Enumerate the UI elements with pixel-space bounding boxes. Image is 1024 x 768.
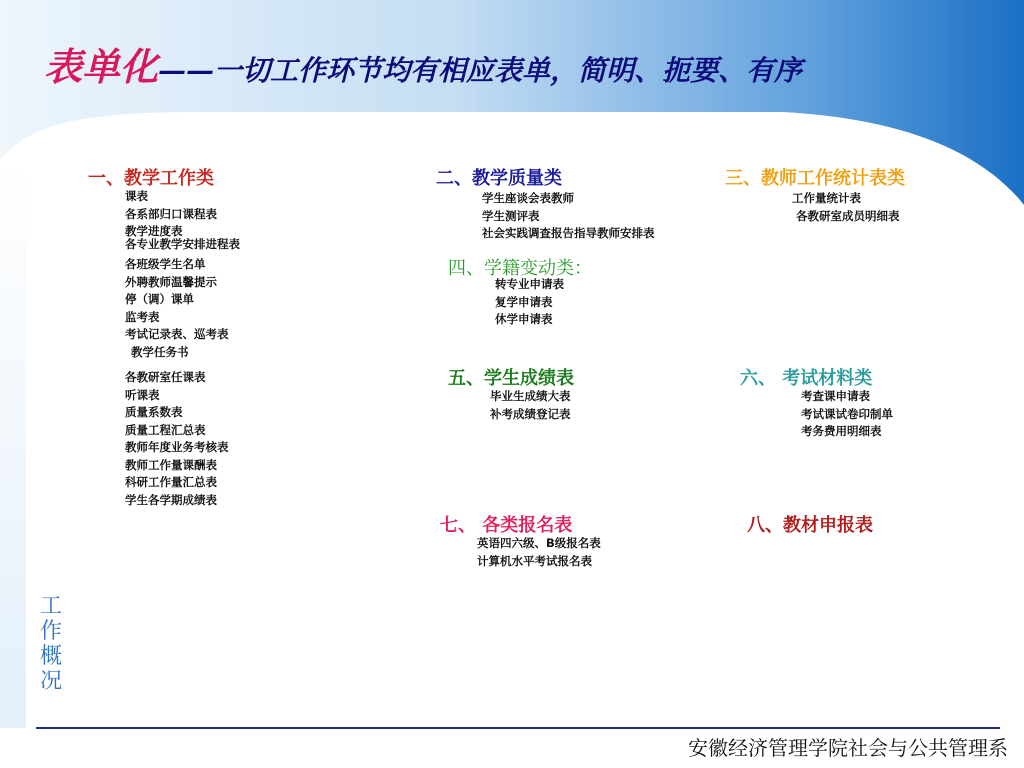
list-item: 复学申请表 — [495, 294, 553, 309]
list-item: 休学申请表 — [495, 312, 553, 326]
section-7-list — [477, 535, 601, 570]
list-item: 工作量统计表 — [792, 191, 861, 205]
footer-institution: 安徽经济管理学院社会与公共管理系 — [688, 736, 1008, 760]
section-1-title: 一、教学工作类 — [88, 168, 214, 189]
title-main: 表单化 — [44, 44, 159, 89]
list-item: 外聘教师温馨提示 — [125, 274, 217, 289]
list-item: 社会实践调查报告指导教师安排表 — [482, 226, 655, 240]
list-item: 教学任务书 — [131, 344, 189, 359]
list-item: 学生座谈会表教师 — [482, 191, 574, 205]
section-8-title: 八、教材申报表 — [747, 515, 873, 536]
list-item: 质量工程汇总表 — [125, 422, 206, 437]
list-item: 教师工作量课酬表 — [125, 457, 217, 472]
title-subtitle: 一切工作环节均有相应表单，简明、扼要、有序 — [214, 54, 803, 87]
list-item: 各系部归口课程表 — [125, 206, 217, 221]
left-margin-band — [0, 160, 26, 728]
side-label-char: 概 — [39, 644, 62, 669]
side-label-char: 工 — [39, 594, 62, 619]
list-item: 科研工作量汇总表 — [125, 475, 217, 489]
list-item: 考试课试卷印制单 — [801, 406, 893, 421]
list-item: 听课表 — [125, 387, 160, 402]
side-label-char: 作 — [39, 619, 62, 644]
list-item: 转专业申请表 — [495, 277, 564, 291]
list-item: 计算机水平考试报名表 — [477, 553, 592, 568]
list-item: 毕业生成绩大表 — [490, 389, 571, 403]
list-item: 英语四六级、B级报名表 — [477, 536, 601, 550]
list-item: 质量系数表 — [125, 405, 183, 419]
section-6-list — [801, 388, 893, 441]
slide-title — [44, 36, 802, 91]
section-2-title: 二、教学质量类 — [436, 168, 562, 189]
list-item: 学生测评表 — [482, 208, 540, 223]
list-item: 各班级学生名单 — [125, 257, 206, 271]
section-3-list — [792, 190, 900, 225]
section-7-title: 七、 各类报名表 — [440, 515, 573, 536]
section-5-title: 五、学生成绩表 — [448, 368, 574, 389]
footer-divider — [36, 727, 1000, 729]
side-label-char: 况 — [39, 669, 62, 694]
list-item: 各教研室任课表 — [125, 370, 206, 384]
section-1-list — [125, 188, 240, 509]
section-4-list — [495, 276, 564, 329]
list-item: 考务费用明细表 — [801, 424, 882, 438]
list-item: 学生各学期成绩表 — [125, 492, 217, 507]
list-item: 课表 — [125, 189, 148, 203]
section-4-title: 四、学籍变动类： — [448, 258, 592, 279]
list-item: 停（调）课单 — [125, 292, 194, 306]
list-item: 考试记录表、巡考表 — [125, 327, 229, 341]
list-item: 各专业教学安排进程表 — [125, 236, 240, 251]
list-item: 补考成绩登记表 — [490, 406, 571, 421]
title-dash: —— — [158, 54, 215, 87]
list-item: 监考表 — [125, 309, 160, 324]
list-item: 考查课申请表 — [801, 389, 870, 403]
list-item: 各教研室成员明细表 — [796, 208, 900, 223]
section-3-title: 三、教师工作统计表类 — [725, 168, 905, 189]
section-5-list — [490, 388, 571, 423]
section-2-list — [482, 190, 655, 243]
section-6-title: 六、 考试材料类 — [740, 368, 873, 389]
side-label — [36, 594, 66, 694]
list-item: 教师年度业务考核表 — [125, 440, 229, 454]
list-item: 教学进度表 — [125, 224, 183, 238]
